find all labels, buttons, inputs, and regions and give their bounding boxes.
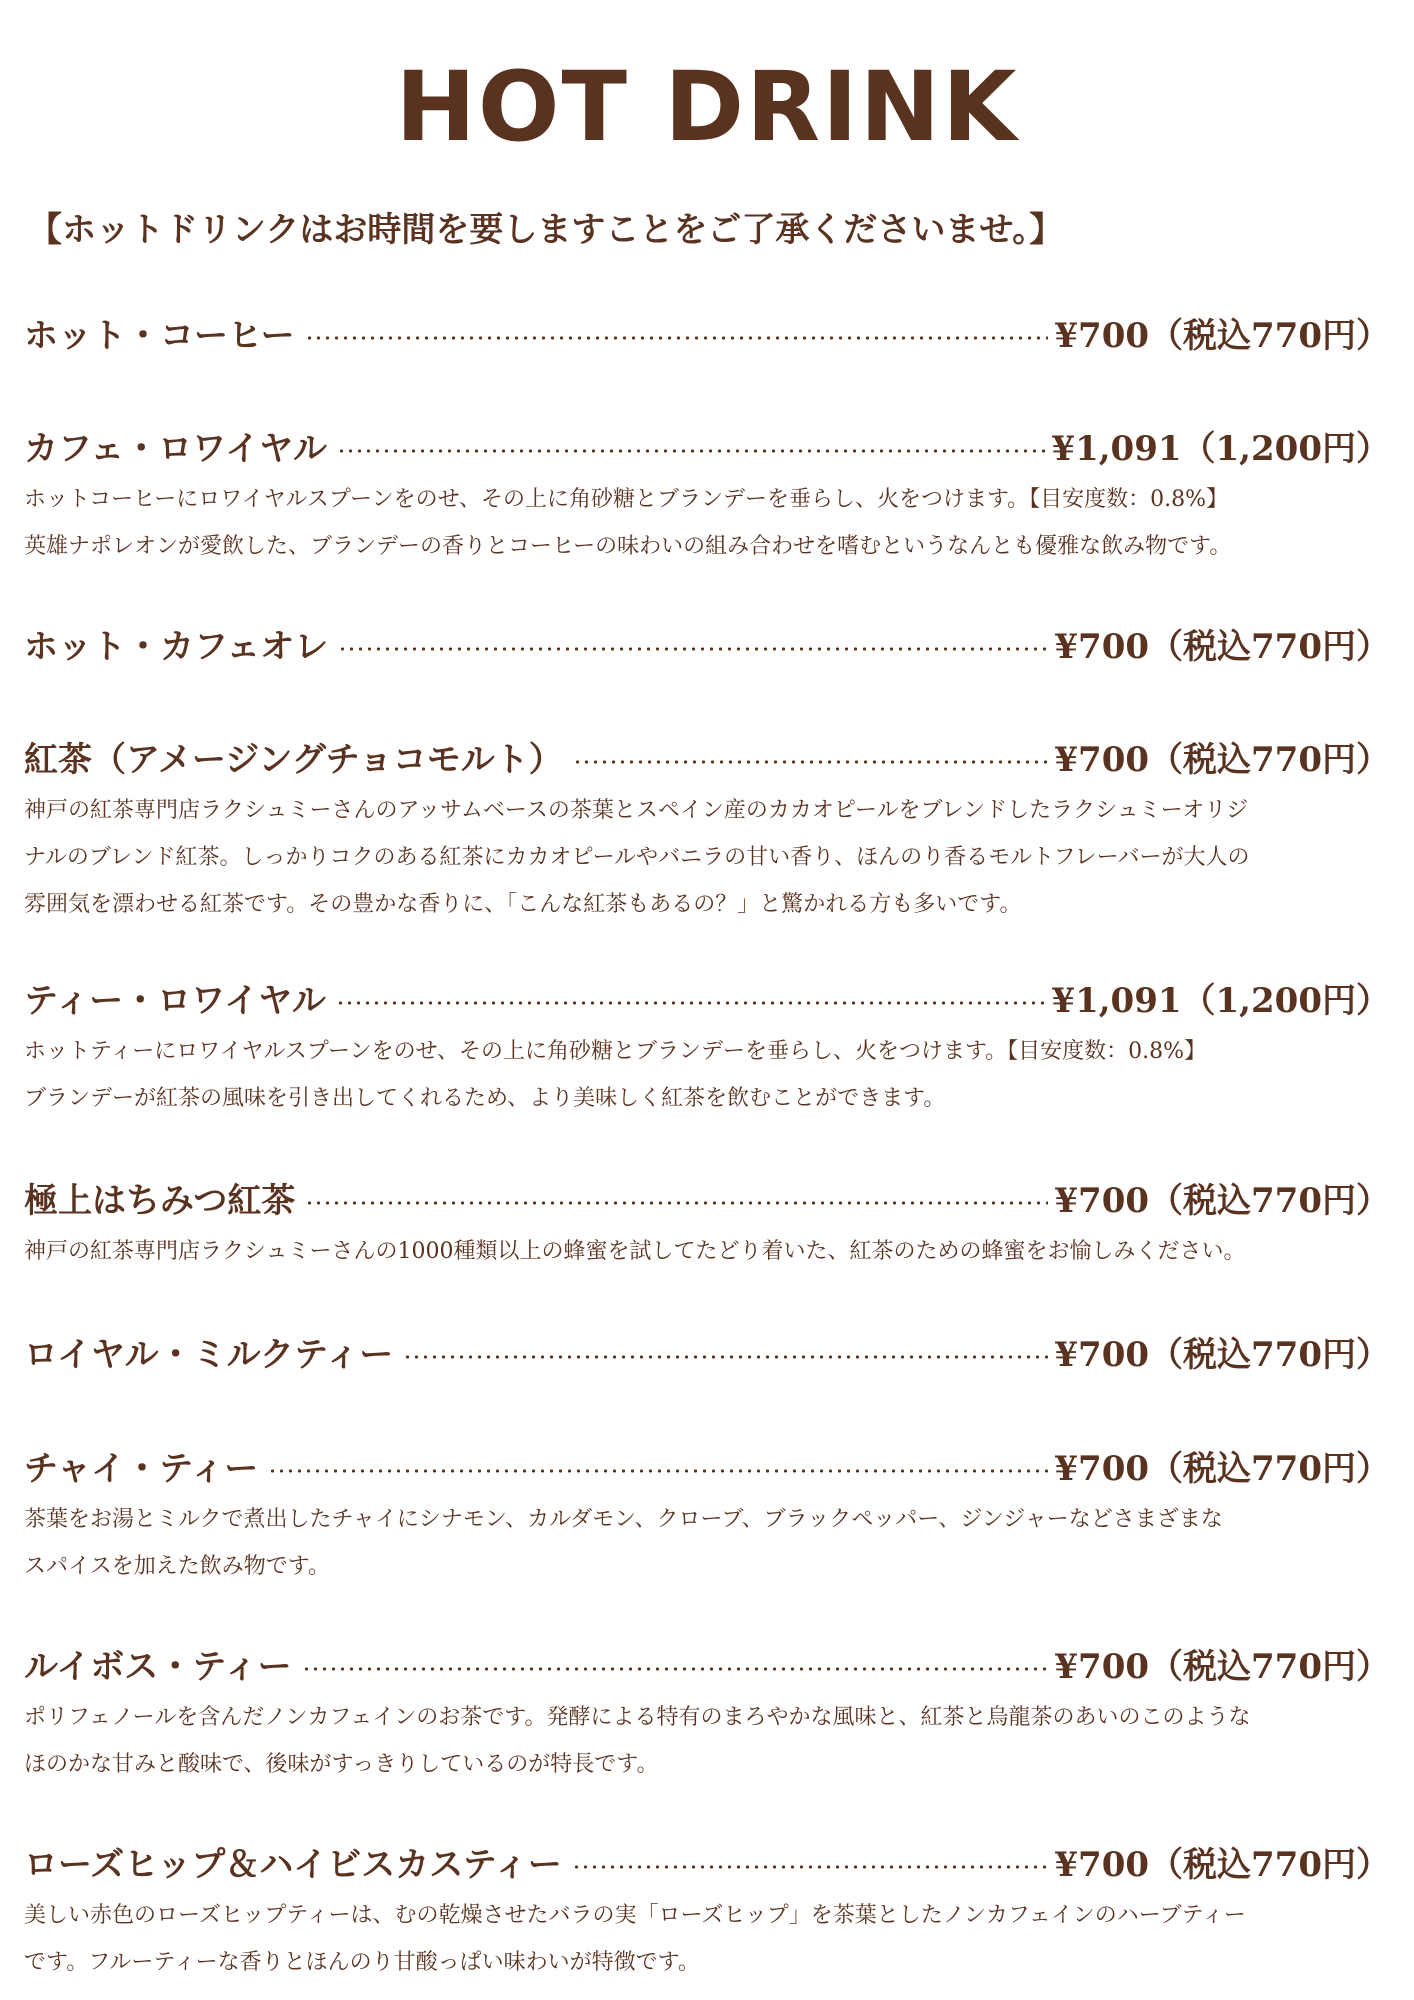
item-description: ホットコーヒーにロワイヤルスプーンをのせ、その上に角砂糖とブランデーを垂らし、火をつけます。【目安度数：0.8%】 xyxy=(24,487,1229,512)
item-description: スパイスを加えた飲み物です。 xyxy=(24,1554,331,1579)
item-name: ローズヒップ＆ハイビスカスティー xyxy=(24,1845,562,1885)
item-name: ホット・コーヒー xyxy=(24,316,295,356)
item-description: ナルのブレンド紅茶。しっかりコクのある紅茶にカカオピールやバニラの甘い香り、ほんのり香るモルトフレーバーが大人の xyxy=(24,845,1250,870)
item-name: チャイ・ティー xyxy=(24,1449,259,1489)
page-title: HOT DRINK xyxy=(395,51,1019,163)
item-name: 極上はちみつ紅茶 xyxy=(24,1181,296,1221)
menu-item xyxy=(24,424,1390,568)
dot-leader xyxy=(338,645,1048,653)
dot-leader xyxy=(573,758,1049,766)
menu-item-row xyxy=(24,424,1390,474)
item-description: です。フルーティーな香りとほんのり甘酸っぱい味わいが特徴です。 xyxy=(24,1950,700,1975)
dot-leader xyxy=(336,999,1045,1007)
menu-item xyxy=(24,311,1390,361)
item-price: ¥1,091（1,200円） xyxy=(1051,981,1390,1021)
menu-item-row xyxy=(24,622,1390,672)
menu-item xyxy=(24,1330,1390,1380)
item-description: ホットティーにロワイヤルスプーンをのせ、その上に角砂糖とブランデーを垂らし、火をつけます。【目安度数：0.8%】 xyxy=(24,1039,1207,1064)
item-price: ¥700（税込770円） xyxy=(1054,627,1390,667)
menu-item-row xyxy=(24,1840,1390,1890)
dot-leader xyxy=(337,447,1045,455)
item-name: ホット・カフェオレ xyxy=(24,627,329,667)
menu-item-row xyxy=(24,1176,1390,1226)
item-price: ¥700（税込770円） xyxy=(1054,316,1390,356)
dot-leader xyxy=(305,1199,1048,1207)
item-name: カフェ・ロワイヤル xyxy=(24,429,327,469)
item-price: ¥700（税込770円） xyxy=(1054,1449,1390,1489)
menu-item xyxy=(24,622,1390,672)
item-description: 神戸の紅茶専門店ラクシュミーさんの1000種類以上の蜂蜜を試してたどり着いた、紅茶のための蜂蜜をお愉しみください。 xyxy=(24,1239,1246,1264)
menu-item-row xyxy=(24,1444,1390,1494)
menu-item xyxy=(24,976,1390,1120)
item-price: ¥700（税込770円） xyxy=(1054,740,1390,780)
dot-leader xyxy=(302,1665,1049,1673)
item-price: ¥700（税込770円） xyxy=(1054,1647,1390,1687)
item-description: 美しい赤色のローズヒップティーは、むの乾燥させたバラの実「ローズヒップ」を茶葉としたノンカフェインのハーブティー xyxy=(24,1903,1246,1928)
item-description: 英雄ナポレオンが愛飲した、ブランデーの香りとコーヒーの味わいの組み合わせを嗜むというなんとも優雅な飲み物です。 xyxy=(24,534,1232,559)
menu-item xyxy=(24,1840,1390,1984)
item-price: ¥700（税込770円） xyxy=(1054,1845,1390,1885)
dot-leader xyxy=(305,334,1049,342)
menu-item-row xyxy=(24,735,1390,785)
dot-leader xyxy=(572,1863,1049,1871)
item-price: ¥700（税込770円） xyxy=(1054,1181,1390,1221)
item-name: 紅茶（アメージングチョコモルト） xyxy=(24,740,563,780)
menu-item-row xyxy=(24,976,1390,1026)
item-name: ティー・ロワイヤル xyxy=(24,981,326,1021)
menu-item-row xyxy=(24,311,1390,361)
menu-item xyxy=(24,1176,1390,1273)
item-price: ¥700（税込770円） xyxy=(1054,1335,1390,1375)
item-description: 茶葉をお湯とミルクで煮出したチャイにシナモン、カルダモン、クローブ、ブラックペッパー、ジンジャーなどさまざまな xyxy=(24,1507,1223,1532)
item-description: ほのかな甘みと酸味で、後味がすっきりしているのが特長です。 xyxy=(24,1752,659,1777)
item-price: ¥1,091（1,200円） xyxy=(1051,429,1390,469)
menu-item-row xyxy=(24,1330,1390,1380)
item-description: 神戸の紅茶専門店ラクシュミーさんのアッサムベースの茶葉とスペイン産のカカオピールをブレンドしたラクシュミーオリジ xyxy=(24,798,1249,823)
item-description: 雰囲気を漂わせる紅茶です。その豊かな香りに、「こんな紅茶もあるの？」と驚かれる方も多いです。 xyxy=(24,892,1022,917)
item-description: ポリフェノールを含んだノンカフェインのお茶です。発酵による特有のまろやかな風味と、紅茶と烏龍茶のあいのこのような xyxy=(24,1705,1251,1730)
item-name: ロイヤル・ミルクティー xyxy=(24,1335,394,1375)
dot-leader xyxy=(268,1467,1048,1475)
notice-text: 【ホットドリンクはお時間を要しますことをご了承くださいませ。】 xyxy=(28,210,1064,250)
dot-leader xyxy=(403,1353,1048,1361)
menu-item xyxy=(24,1642,1390,1786)
item-description: ブランデーが紅茶の風味を引き出してくれるため、より美味しく紅茶を飲むことができます。 xyxy=(24,1086,946,1111)
menu-item-row xyxy=(24,1642,1390,1692)
menu-item xyxy=(24,1444,1390,1588)
menu-item xyxy=(24,735,1390,926)
item-name: ルイボス・ティー xyxy=(24,1647,292,1687)
